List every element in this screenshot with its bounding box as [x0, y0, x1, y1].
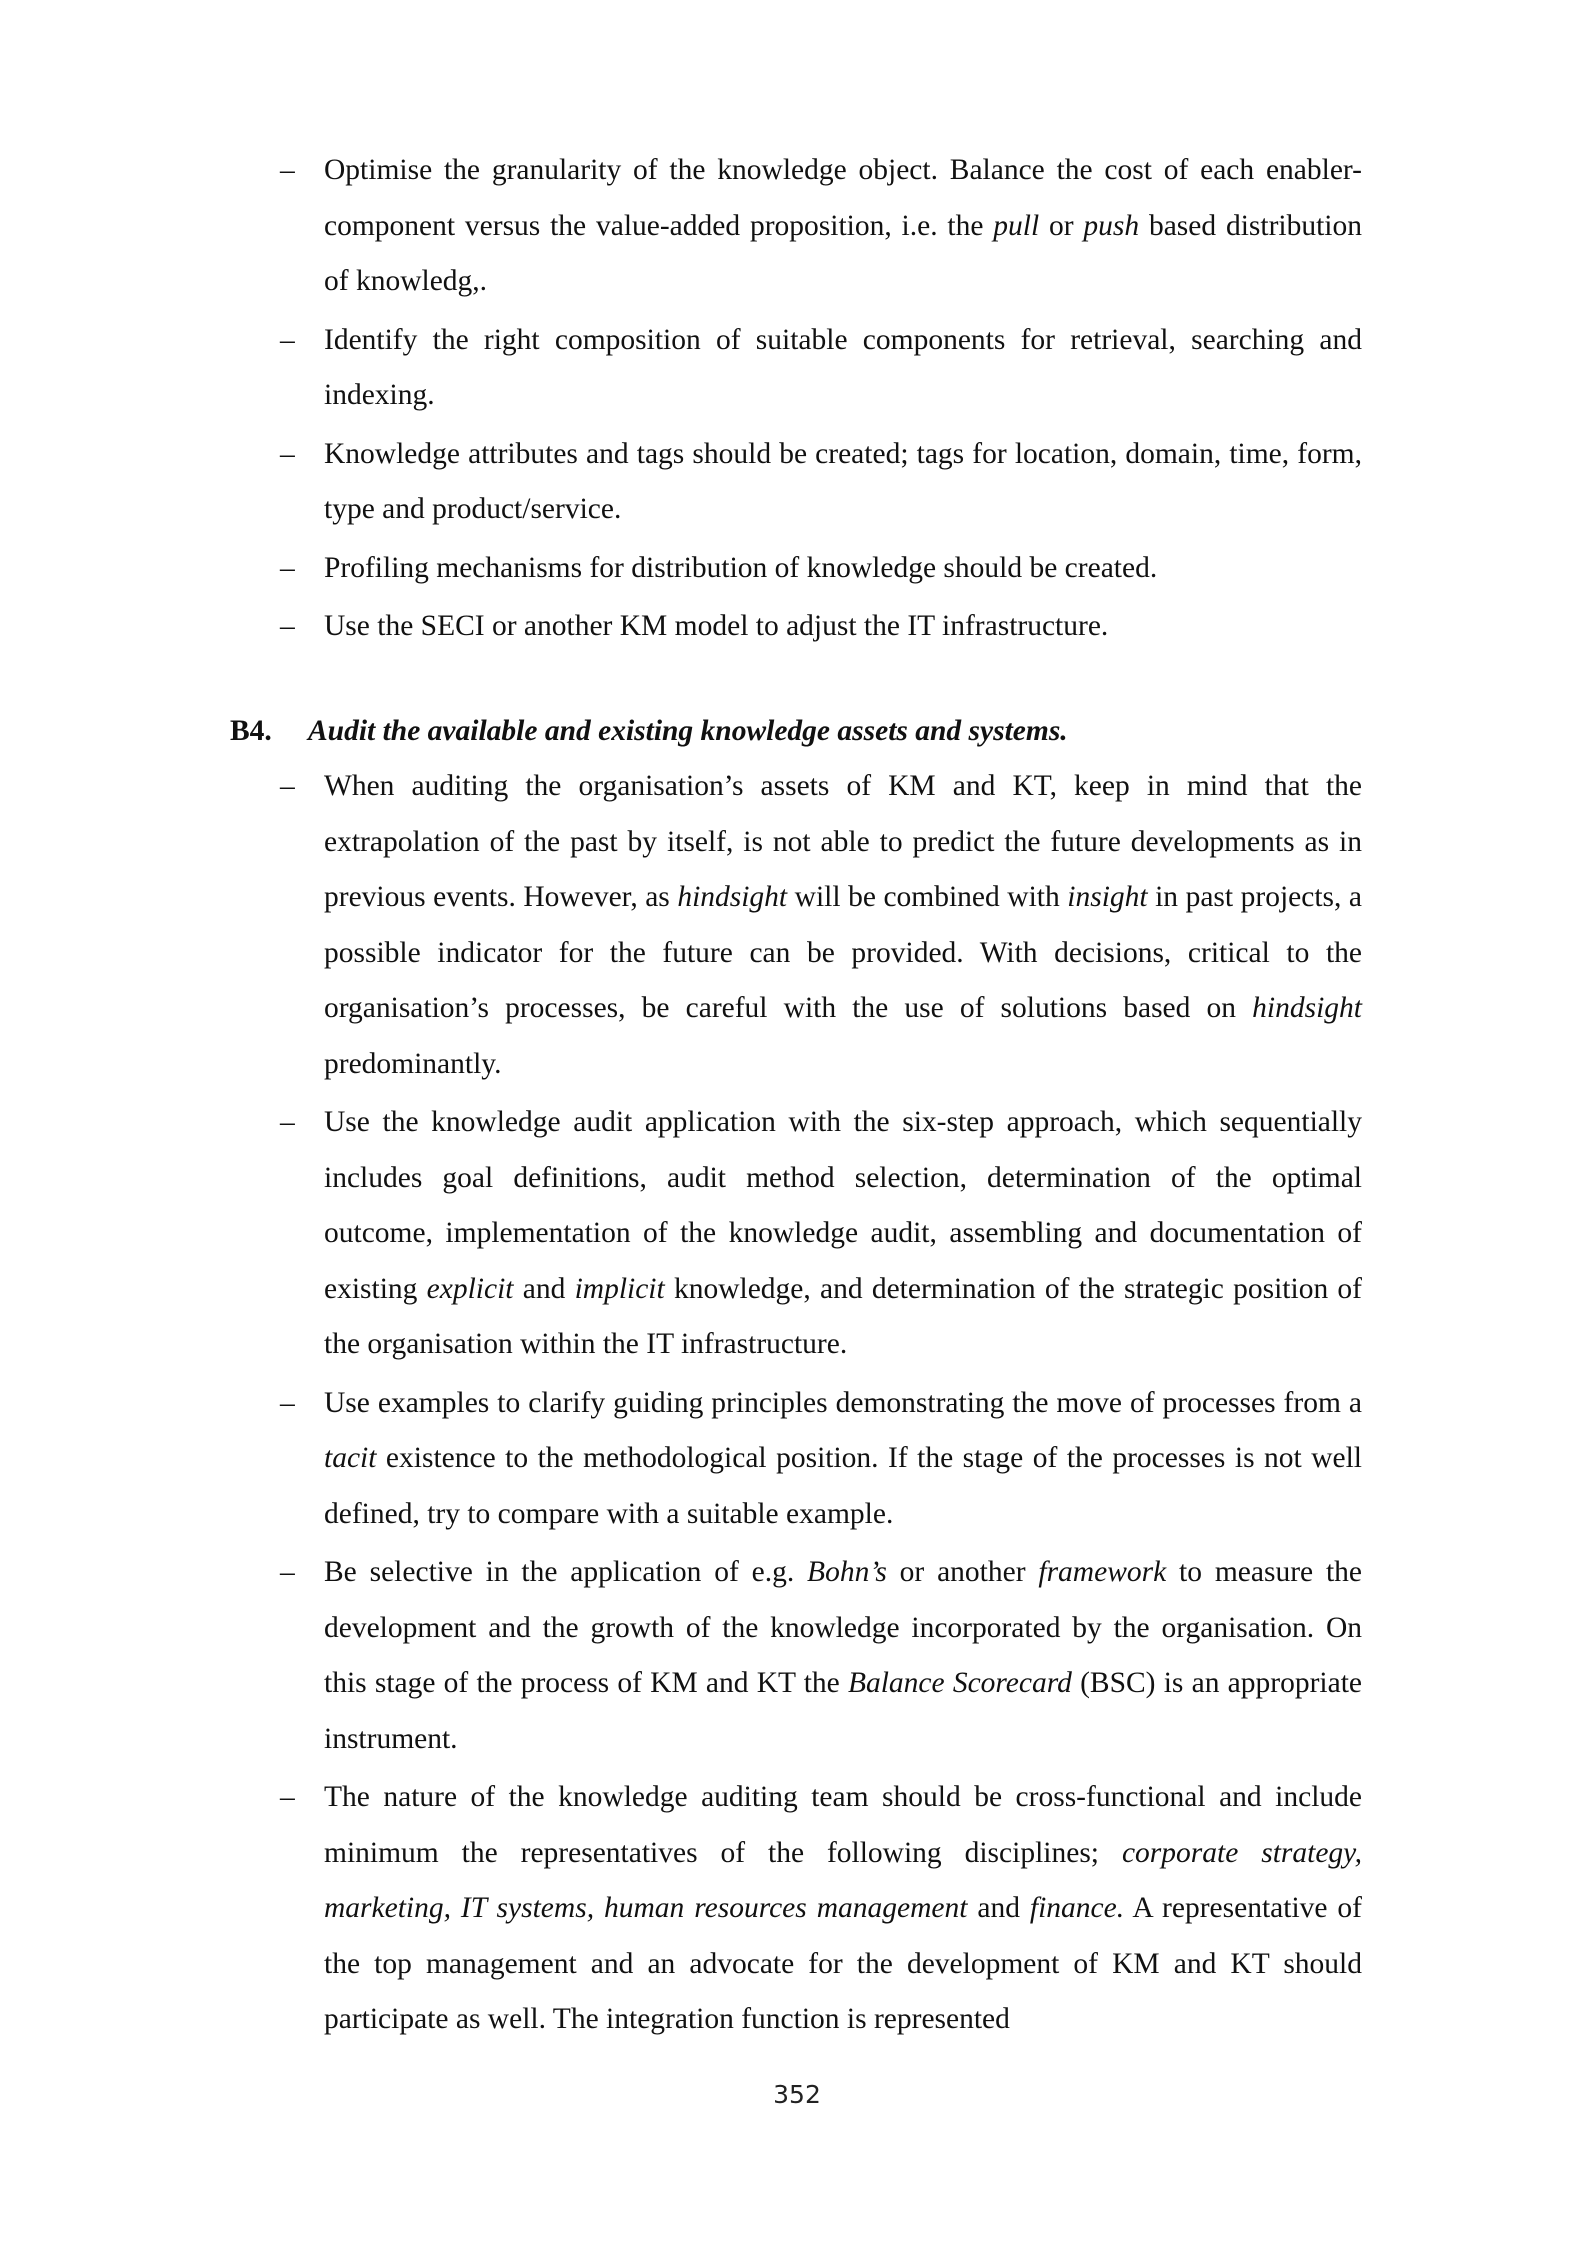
dash-bullet-icon: – — [280, 1106, 295, 1138]
text-run: or — [1039, 209, 1084, 242]
italic-text: tacit — [324, 1442, 377, 1474]
text-run: existence to the methodological position. If the stage of the processes is not well defined, try to compare with a suitable example. — [324, 1442, 1362, 1530]
list-item-text — [324, 1387, 1362, 1530]
dash-bullet-icon: – — [280, 437, 295, 470]
list-item-text — [324, 324, 1362, 412]
text-run: will be combined with — [787, 881, 1068, 913]
text-run: Identify the right composition of suitable components for retrieval, searching and indexing. — [324, 323, 1362, 411]
dash-bullet-icon: – — [280, 1781, 295, 1813]
italic-text: push — [1083, 209, 1140, 242]
text-run: in past projects, a possible indicator for the future can be provided. With decisions, critical to the organisation’s processes, be careful with the use of solutions based on — [324, 881, 1362, 1024]
text-run: or another — [886, 1556, 1039, 1588]
italic-text: implicit — [574, 1272, 665, 1305]
list-item-text — [324, 1781, 1362, 2035]
text-run: Knowledge attributes and tags should be created; tags for location, domain, time, form, type and product/service. — [324, 437, 1362, 525]
list-item-text — [324, 154, 1362, 297]
dash-bullet-icon: – — [280, 1556, 295, 1588]
italic-text: Balance Scorecard — [847, 1667, 1072, 1699]
italic-text: framework — [1038, 1556, 1167, 1588]
dash-bullet-icon: – — [280, 323, 295, 356]
list-item — [272, 427, 1362, 538]
list-item — [272, 1770, 1362, 2048]
list-item — [272, 759, 1362, 1092]
italic-text: finance. — [1029, 1892, 1125, 1924]
dash-bullet-icon: – — [280, 770, 295, 802]
text-run: to measure the development and the growth of the knowledge incorporated by the organisation. On this stage of the process of KM and KT the — [324, 1556, 1362, 1699]
italic-text: pull — [993, 209, 1040, 242]
italic-text: explicit — [426, 1272, 514, 1305]
list-item — [272, 1545, 1362, 1767]
text-run: (BSC) is an appropriate instrument. — [324, 1667, 1362, 1755]
text-run: Use examples to clarify guiding principles demonstrating the move of processes from a — [324, 1386, 1362, 1419]
list-item-text — [324, 438, 1362, 526]
dash-bullet-icon: – — [280, 154, 295, 186]
italic-text: Bohn’s — [807, 1556, 887, 1588]
text-run: Use the knowledge audit application with the six-step approach, which sequentially includes goal definitions, audit method selection, determination of the optimal outcome, implementation of the knowledge audit, assembling and documentation of existing — [324, 1106, 1362, 1305]
italic-text: corporate strategy, marketing, IT systems, human resources management — [324, 1836, 1363, 1924]
text-run: Optimise the granularity of the knowledge object. Balance the cost of each enabler-component versus the value-added proposition, i.e. the — [324, 154, 1362, 242]
list-item-text — [324, 552, 1157, 584]
page-number: 352 — [773, 2080, 821, 2109]
bullet-list-b4 — [272, 759, 1362, 2051]
text-run: Be selective in the application of e.g. — [324, 1556, 808, 1588]
text-run: The nature of the knowledge auditing team should be cross-functional and include minimum the representatives of the following disciplines; — [324, 1781, 1362, 1869]
list-item — [272, 541, 1362, 597]
list-item — [272, 1376, 1362, 1543]
text-run: and — [513, 1272, 575, 1305]
text-run: A representative of the top management and an advocate for the development of KM and KT should participate as well. The integration function is represented — [324, 1892, 1362, 2035]
list-item-text — [324, 610, 1108, 642]
text-run: Use the SECI or another KM model to adjust the IT infrastructure. — [324, 610, 1109, 642]
text-run: Profiling mechanisms for distribution of knowledge should be created. — [324, 551, 1158, 584]
text-run: knowledge, and determination of the strategic position of the organisation within the IT infrastructure. — [324, 1272, 1363, 1360]
list-item-text — [324, 770, 1362, 1080]
list-item — [272, 143, 1362, 310]
text-run: predominantly. — [324, 1047, 502, 1080]
section-title: Audit the available and existing knowledge assets and systems. — [308, 715, 1068, 747]
dash-bullet-icon: – — [280, 610, 295, 642]
list-item-text — [324, 1556, 1362, 1755]
dash-bullet-icon: – — [280, 1386, 295, 1419]
italic-text: hindsight — [677, 881, 788, 913]
text-run: based distribution of knowledg,. — [324, 209, 1362, 297]
bullet-list-top — [272, 143, 1362, 658]
text-run: When auditing the organisation’s assets of KM and KT, keep in mind that the extrapolation of the past by itself, is not able to predict the future developments as in previous events. However, as — [324, 770, 1362, 913]
list-item — [272, 599, 1362, 655]
italic-text: insight — [1067, 881, 1148, 913]
list-item — [272, 1095, 1362, 1373]
list-item — [272, 313, 1362, 424]
section-heading-b4 — [230, 704, 1068, 760]
italic-text: hindsight — [1252, 992, 1362, 1024]
list-item-text — [324, 1106, 1362, 1360]
text-run: and — [967, 1892, 1030, 1924]
dash-bullet-icon: – — [280, 551, 295, 584]
section-number: B4. — [230, 715, 272, 747]
